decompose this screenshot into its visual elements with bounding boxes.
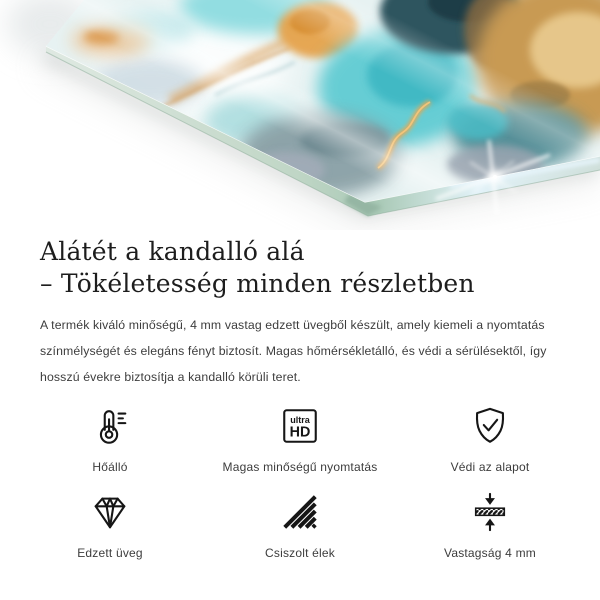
feature-print-quality (180, 404, 420, 474)
feature-polished-edges (180, 490, 420, 560)
features-grid (40, 404, 560, 560)
shield-check-icon (469, 404, 511, 448)
svg-text:ultra: ultra (290, 415, 310, 426)
feature-label: Magas minőségű nyomtatás (222, 460, 378, 474)
glass-panel-image (0, 0, 600, 230)
product-image (0, 0, 600, 230)
title-line-2: – Tökéletesség minden részletben (40, 269, 475, 298)
feature-label: Védi az alapot (450, 460, 530, 474)
feature-heat-resistant (40, 404, 180, 474)
thickness-icon (469, 490, 511, 534)
page-title (40, 236, 560, 300)
feature-label: Edzett üveg (77, 546, 143, 560)
feature-tempered-glass (40, 490, 180, 560)
product-info-section (0, 236, 600, 560)
feature-label: Csiszolt élek (265, 546, 335, 560)
polished-edges-icon (279, 490, 321, 534)
thermometer-icon (89, 404, 131, 448)
product-description: A termék kiváló minőségű, 4 mm vastag edzett üvegből készült, amely kiemeli a nyomtatás színmélységét és elegáns fényt biztosít. Magas hőmérsékletálló, és védi a sérülésektől, így hosszú évekre biztosítja a kandalló körüli teret. (40, 318, 547, 384)
feature-thickness (420, 490, 560, 560)
feature-protects-base (420, 404, 560, 474)
diamond-icon (89, 490, 131, 534)
ultra-hd-icon (279, 404, 321, 448)
feature-label: Vastagság 4 mm (444, 546, 536, 560)
svg-text:HD: HD (289, 424, 311, 441)
feature-label: Hőálló (92, 460, 128, 474)
title-line-1: Alátét a kandalló alá (40, 237, 305, 266)
